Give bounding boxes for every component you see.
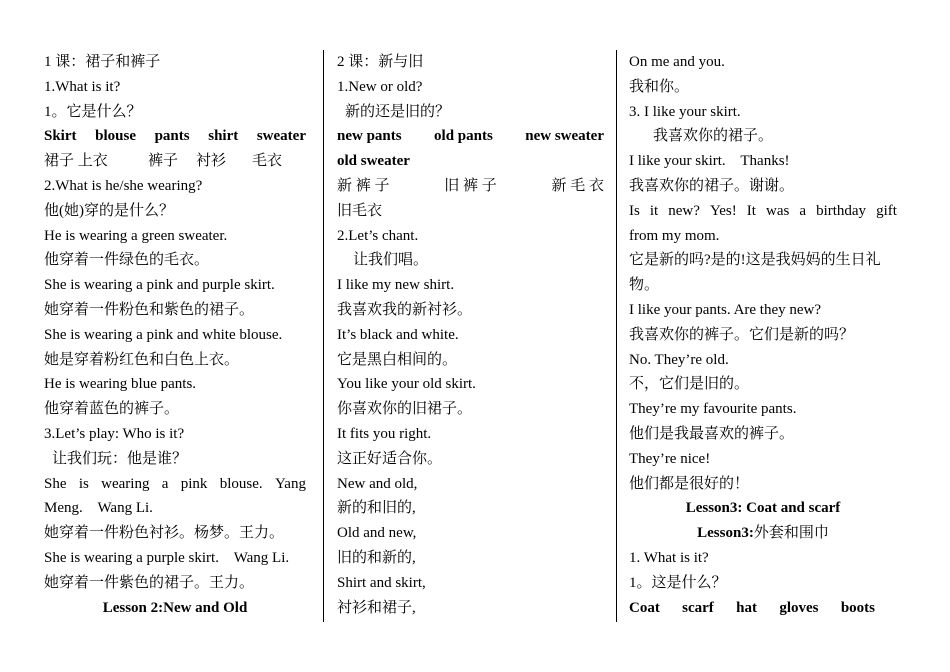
chant-line-zh: 它是黑白相间的。 xyxy=(337,351,458,368)
question-zh: 1。这是什么？ xyxy=(629,574,727,591)
vocab-word: old pants xyxy=(434,128,493,145)
column-divider-2 xyxy=(616,50,617,622)
sentence-en: He is wearing a green sweater. xyxy=(44,227,228,244)
sentence-zh: 她穿着一件紫色的裙子。王力。 xyxy=(44,574,255,591)
word: wearing xyxy=(101,475,150,492)
sentence-en: 3.Let’s play: Who is it? xyxy=(44,425,185,442)
lesson-2-heading-zh: 2 课：新与旧 xyxy=(337,54,424,70)
sentence-zh: 她是穿着粉红色和白色上衣。 xyxy=(44,351,240,368)
word: Yes! xyxy=(709,202,737,219)
vocab-word: hat xyxy=(736,599,757,616)
vocab-word: shirt xyxy=(208,128,239,145)
word: Yang xyxy=(274,475,306,492)
lesson-3-title-zh: 外套和围巾 xyxy=(753,525,829,542)
chant-line-en: New and old, xyxy=(337,475,418,492)
sentence-en: Meng. Wang Li. xyxy=(44,500,153,517)
dialogue-en: I like your pants. Are they new? xyxy=(629,301,822,318)
lesson-2-heading: Lesson 2:New and Old xyxy=(102,599,248,616)
column-lesson-2 xyxy=(337,50,604,620)
word: She xyxy=(44,475,67,492)
vocab-word: Skirt xyxy=(44,128,77,145)
chant-heading-zh: 让我们唱。 xyxy=(353,252,429,269)
sentence-en-justified xyxy=(44,472,306,497)
section-heading: 3. I like your skirt. xyxy=(629,103,741,120)
chant-line-en: You like your old skirt. xyxy=(337,376,476,393)
sentence-zh: 她穿着一件粉色和紫色的裙子。 xyxy=(44,301,255,318)
word: It xyxy=(746,202,756,219)
dialogue-zh: 他们都是很好的！ xyxy=(629,475,750,492)
vocab-words-en xyxy=(629,596,897,621)
vocab-words-en xyxy=(44,124,306,149)
dialogue-en: They’re my favourite pants. xyxy=(629,401,797,418)
word: is xyxy=(78,475,89,492)
word: it xyxy=(649,202,659,219)
sentence-zh: 让我们玩：他是谁？ xyxy=(52,450,188,467)
dialogue-en: I like your skirt. Thanks! xyxy=(629,153,790,170)
dialogue-zh: 他们是我最喜欢的裤子。 xyxy=(629,425,795,442)
dialogue-en: They’re nice! xyxy=(629,450,711,467)
vocab-word-zh: 衬衫 xyxy=(196,153,227,170)
sentence-en: He is wearing blue pants. xyxy=(44,376,197,393)
chant-line-zh: 旧的和新的, xyxy=(337,549,416,566)
vocab-word-zh: 新 毛 衣 xyxy=(551,177,604,194)
word: a xyxy=(799,202,807,219)
vocab-word: sweater xyxy=(256,128,306,145)
vocab-words-en xyxy=(337,124,604,149)
dialogue-zh: 我喜欢你的裙子。谢谢。 xyxy=(629,177,795,194)
vocab-word: old sweater xyxy=(337,153,410,170)
column-lesson-2-continued xyxy=(629,50,897,620)
word: pink xyxy=(180,475,208,492)
chant-line-en: It fits you right. xyxy=(337,425,432,442)
lesson-3-heading: Lesson3: Coat and scarf xyxy=(685,500,841,517)
vocab-word: new pants xyxy=(337,128,402,145)
dialogue-en: from my mom. xyxy=(629,227,720,244)
section-heading-zh: 我喜欢你的裙子。 xyxy=(653,128,774,145)
word: a xyxy=(161,475,169,492)
chant-line-zh: 我和你。 xyxy=(629,78,690,95)
vocab-word-zh: 旧毛衣 xyxy=(337,202,383,219)
lesson-1-heading: 1 课：裙子和裤子 xyxy=(44,54,161,70)
dialogue-zh: 我喜欢你的裤子。它们是新的吗？ xyxy=(629,326,855,343)
dialogue-zh: 不，它们是旧的。 xyxy=(629,376,750,393)
dialogue-zh: 它是新的吗?是的!这是我妈妈的生日礼 xyxy=(629,252,881,269)
sentence-en: She is wearing a purple skirt. Wang Li. xyxy=(44,549,290,566)
vocab-word-zh: 旧 裤 子 xyxy=(444,177,497,194)
vocab-word: gloves xyxy=(779,599,819,616)
chant-line-zh: 我喜欢我的新衬衫。 xyxy=(337,301,473,318)
word: gift xyxy=(876,202,897,219)
vocab-word-zh: 新 裤 子 xyxy=(337,177,390,194)
word: new? xyxy=(668,202,700,219)
chant-heading: 2.Let’s chant. xyxy=(337,227,419,244)
question-zh: 1。它是什么？ xyxy=(44,103,142,120)
vocab-word: boots xyxy=(840,599,875,616)
chant-line-zh: 你喜欢你的旧裙子。 xyxy=(337,401,473,418)
chant-line-en: It’s black and white. xyxy=(337,326,459,343)
dialogue-en-justified xyxy=(629,199,897,224)
dialogue-zh: 物。 xyxy=(629,277,660,294)
word: blouse. xyxy=(219,475,263,492)
vocab-word-zh: 裤子 xyxy=(148,153,179,170)
sentence-zh: 他穿着一件绿色的毛衣。 xyxy=(44,252,210,269)
vocab-word: pants xyxy=(154,128,190,145)
vocab-words-zh xyxy=(337,174,604,199)
word: Is xyxy=(629,202,640,219)
chant-line-zh: 这正好适合你。 xyxy=(337,450,443,467)
lesson-3-label: Lesson3: xyxy=(697,525,754,542)
question-en: 1.What is it? xyxy=(44,78,121,95)
sentence-zh: 他(她)穿的是什么？ xyxy=(44,202,174,219)
chant-line-en: I like my new shirt. xyxy=(337,277,455,294)
lesson-3-heading-zh xyxy=(629,521,897,546)
vocab-word-zh: 裙子 上衣 xyxy=(44,153,108,170)
question-zh: 新的还是旧的？ xyxy=(345,103,451,120)
sentence-en: She is wearing a pink and white blouse. xyxy=(44,326,283,343)
chant-line-en: On me and you. xyxy=(629,54,725,70)
word: birthday xyxy=(816,202,867,219)
chant-line-zh: 衬衫和裙子, xyxy=(337,599,416,616)
sentence-en: 2.What is he/she wearing? xyxy=(44,177,203,194)
vocab-word: Coat xyxy=(629,599,660,616)
sentence-zh: 她穿着一件粉色衬衫。杨梦。王力。 xyxy=(44,525,285,542)
sentence-en: She is wearing a pink and purple skirt. xyxy=(44,277,275,294)
sentence-zh: 他穿着蓝色的裤子。 xyxy=(44,401,180,418)
question-en: 1. What is it? xyxy=(629,549,709,566)
vocab-word-zh: 毛衣 xyxy=(252,153,283,170)
chant-line-en: Old and new, xyxy=(337,525,417,542)
vocab-word: blouse xyxy=(95,128,136,145)
chant-line-zh: 新的和旧的, xyxy=(337,500,416,517)
vocab-words-zh xyxy=(44,149,306,174)
vocab-word: scarf xyxy=(682,599,714,616)
chant-line-en: Shirt and skirt, xyxy=(337,574,426,591)
dialogue-en: No. They’re old. xyxy=(629,351,729,368)
word: was xyxy=(766,202,790,219)
column-divider-1 xyxy=(323,50,324,622)
vocab-word: new sweater xyxy=(525,128,604,145)
column-lesson-1 xyxy=(44,50,306,620)
question-en: 1.New or old? xyxy=(337,78,423,95)
